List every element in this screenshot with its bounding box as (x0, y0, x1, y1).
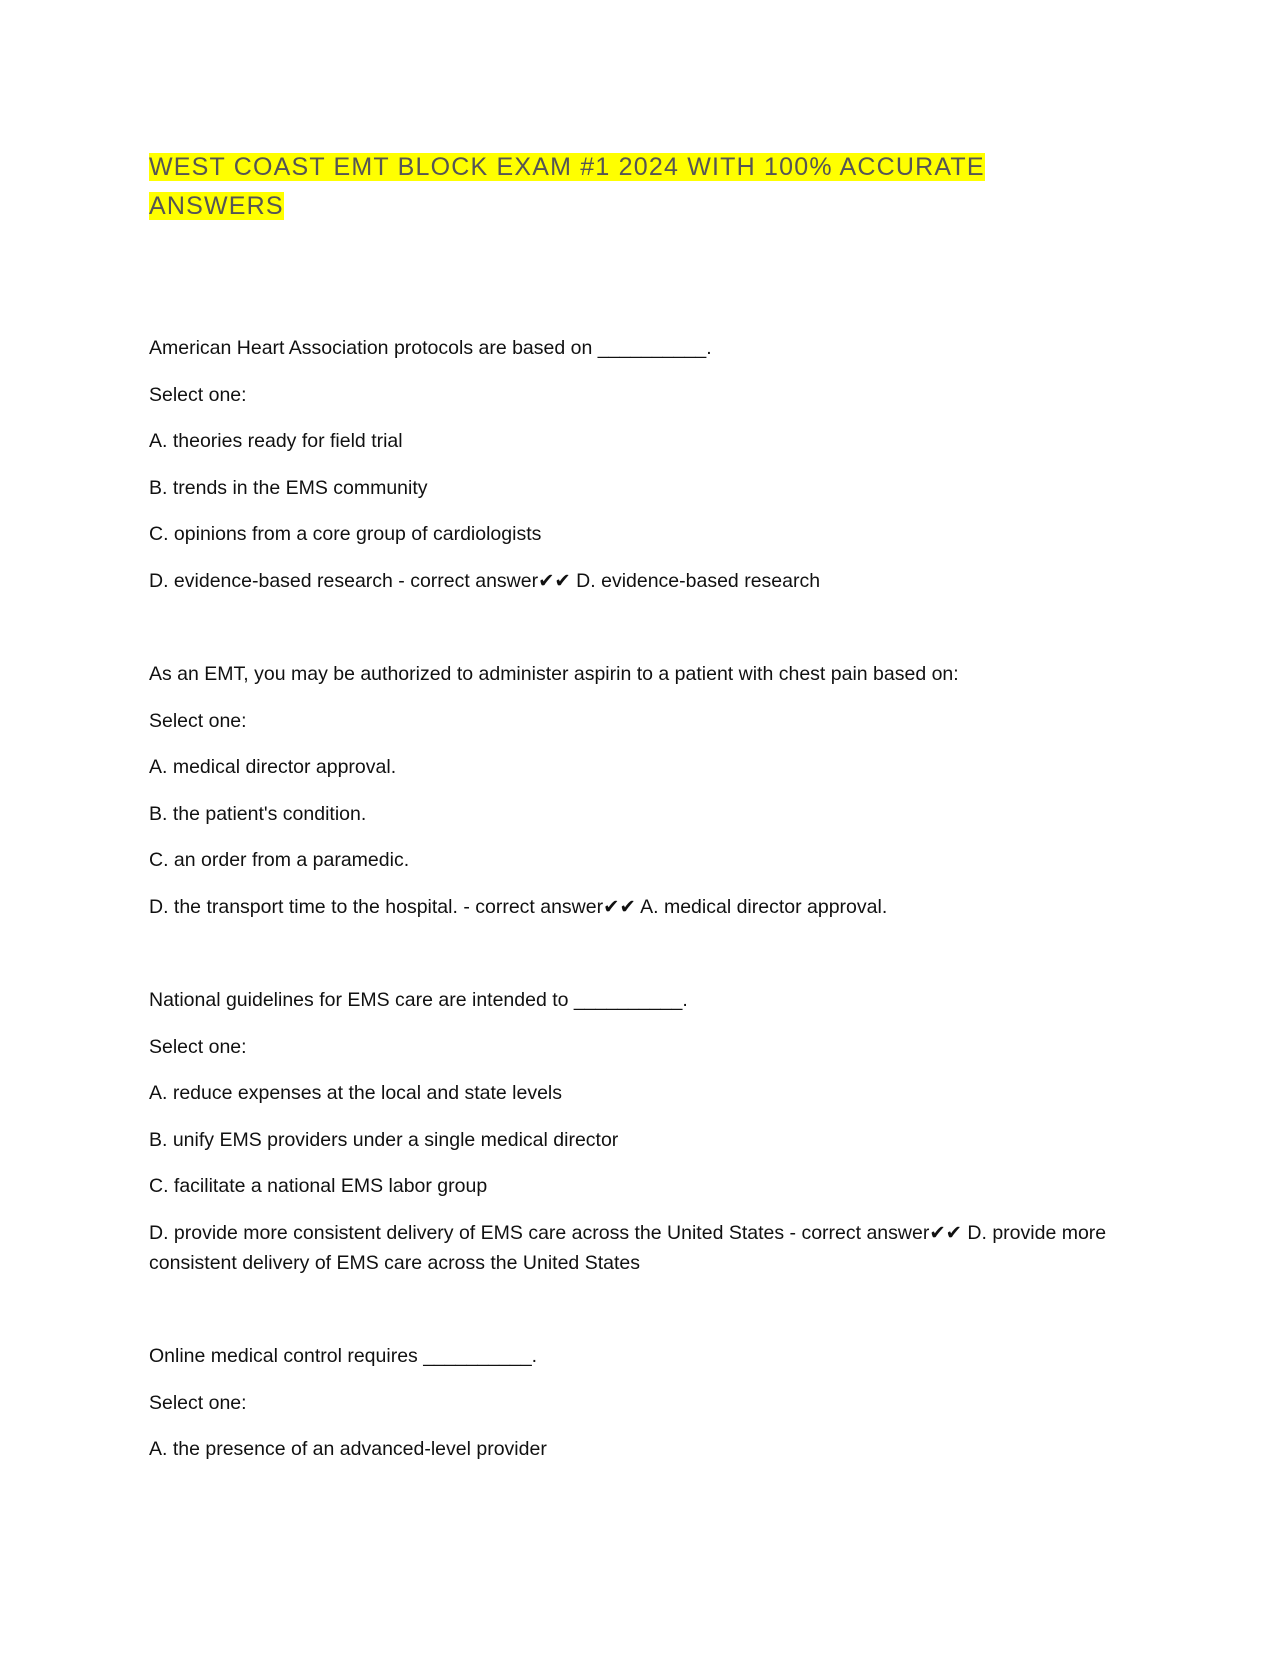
option-c: C. opinions from a core group of cardiologists (149, 523, 542, 545)
select-one-label: Select one: (149, 1391, 247, 1414)
option-c: C. an order from a paramedic. (149, 849, 410, 871)
option-d-answer: D. evidence-based research - correct answer✔✔ D. evidence-based research (149, 569, 821, 592)
select-one-label: Select one: (149, 1035, 247, 1058)
select-one-label: Select one: (149, 709, 247, 732)
option-b: B. the patient's condition. (149, 802, 367, 825)
question-prompt: National guidelines for EMS care are intended to __________. (149, 989, 688, 1011)
document-title: WEST COAST EMT BLOCK EXAM #1 2024 WITH 100% ACCURATE ANSWERS (149, 153, 985, 220)
option-a: A. reduce expenses at the local and state levels (149, 1082, 563, 1104)
option-a: A. the presence of an advanced-level provider (149, 1438, 547, 1460)
option-b: B. unify EMS providers under a single medical director (149, 1128, 619, 1151)
question-prompt: As an EMT, you may be authorized to administer aspirin to a patient with chest pain based on: (149, 663, 959, 685)
question-3 (149, 985, 1139, 1294)
option-a: A. medical director approval. (149, 756, 397, 778)
option-b: B. trends in the EMS community (149, 476, 428, 499)
option-c: C. facilitate a national EMS labor group (149, 1175, 488, 1197)
question-2 (149, 659, 1139, 938)
option-d-answer: D. the transport time to the hospital. - correct answer✔✔ A. medical director approval. (149, 895, 888, 918)
question-prompt: Online medical control requires __________. (149, 1345, 538, 1367)
question-4 (149, 1341, 1139, 1481)
question-1 (149, 333, 1139, 612)
select-one-label: Select one: (149, 383, 247, 406)
option-d-answer: D. provide more consistent delivery of EMS care across the United States - correct answer✔✔ D. provide more consistent delivery of EMS care across the United States (149, 1221, 1107, 1274)
option-a: A. theories ready for field trial (149, 430, 403, 452)
question-prompt: American Heart Association protocols are based on __________. (149, 337, 712, 359)
